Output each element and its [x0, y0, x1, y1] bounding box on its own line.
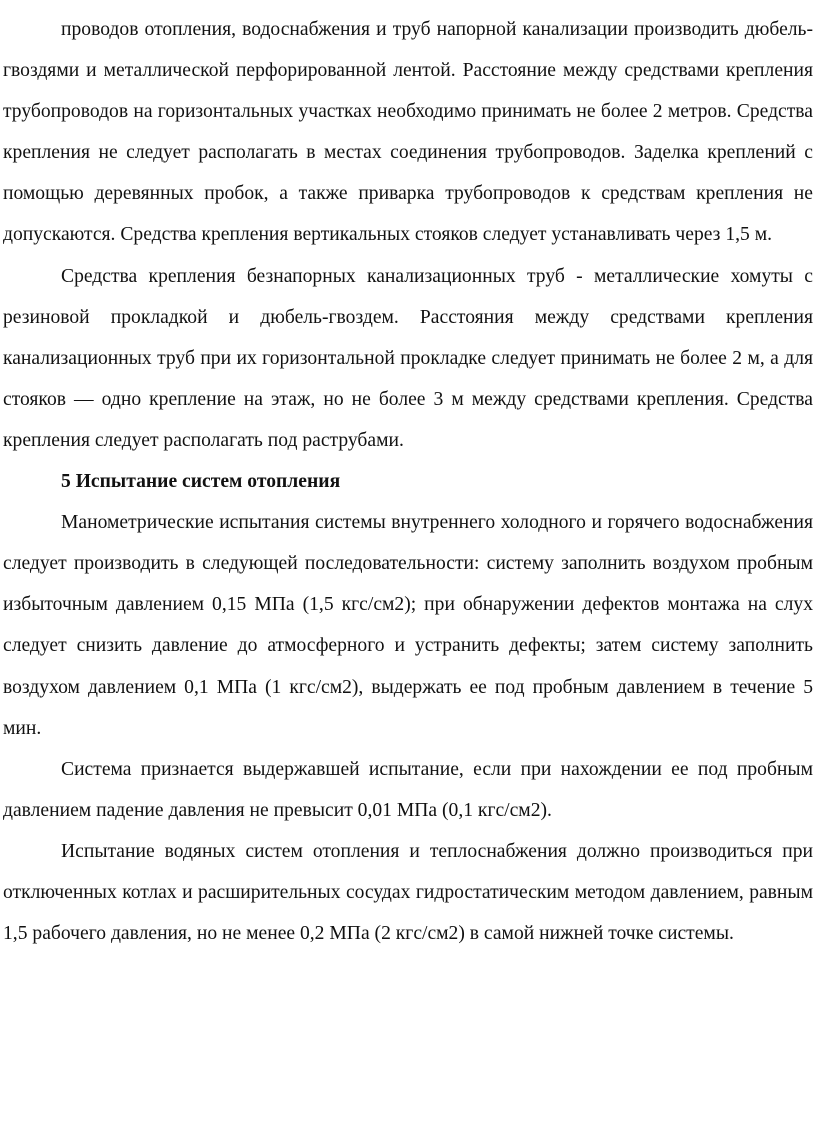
paragraph-manometric-tests: Манометрические испытания системы внутреннего холодного и горячего водоснабжения следует производить в следующей последовательности: систему заполнить воздухом пробным избыточным давлением 0,15 МПа (1,5 кгс/см2); при обнаружении дефектов монтажа на слух следует снизить давление до атмосферного и устранить дефекты; затем систему заполнить воздухом давлением 0,1 МПа (1 кгс/см2), выдержать ее под пробным давлением в течение 5 мин. — [3, 512, 813, 739]
section-heading: 5 Испытание систем отопления — [61, 471, 341, 493]
paragraph-sewer-fastening: Средства крепления безнапорных канализационных труб - металлические хомуты с резиновой прокладкой и дюбель-гвоздем. Расстояния между средствами крепления канализационных труб при их горизонтальной прокладке следует принимать не более 2 м, а для стояков — одно крепление на этаж, но не более 3 м между средствами крепления. Средства крепления следует располагать под раструбами. — [3, 265, 813, 451]
paragraph-test-passed: Система признается выдержавшей испытание, если при нахождении ее под пробным давлением падение давления не превысит 0,01 МПа (0,1 кгс/см2). — [3, 758, 813, 821]
paragraph-water-heating-test: Испытание водяных систем отопления и теплоснабжения должно производиться при отключенных котлах и расширительных сосудах гидростатическим методом давлением, равным 1,5 рабочего давления, но не менее 0,2 МПа (2 кгс/см2) в самой нижней точке системы. — [3, 840, 813, 945]
paragraph-pipe-fastening: проводов отопления, водоснабжения и труб напорной канализации производить дюбель-гвоздями и металлической перфорированной лентой. Расстояние между средствами крепления трубопроводов на горизонтальных участках необходимо принимать не более 2 метров. Средства крепления не следует располагать в местах соединения трубопроводов. Заделка креплений с помощью деревянных пробок, а также приварка трубопроводов к средствам крепления не допускаются. Средства крепления вертикальных стояков следует устанавливать через 1,5 м. — [3, 19, 813, 246]
